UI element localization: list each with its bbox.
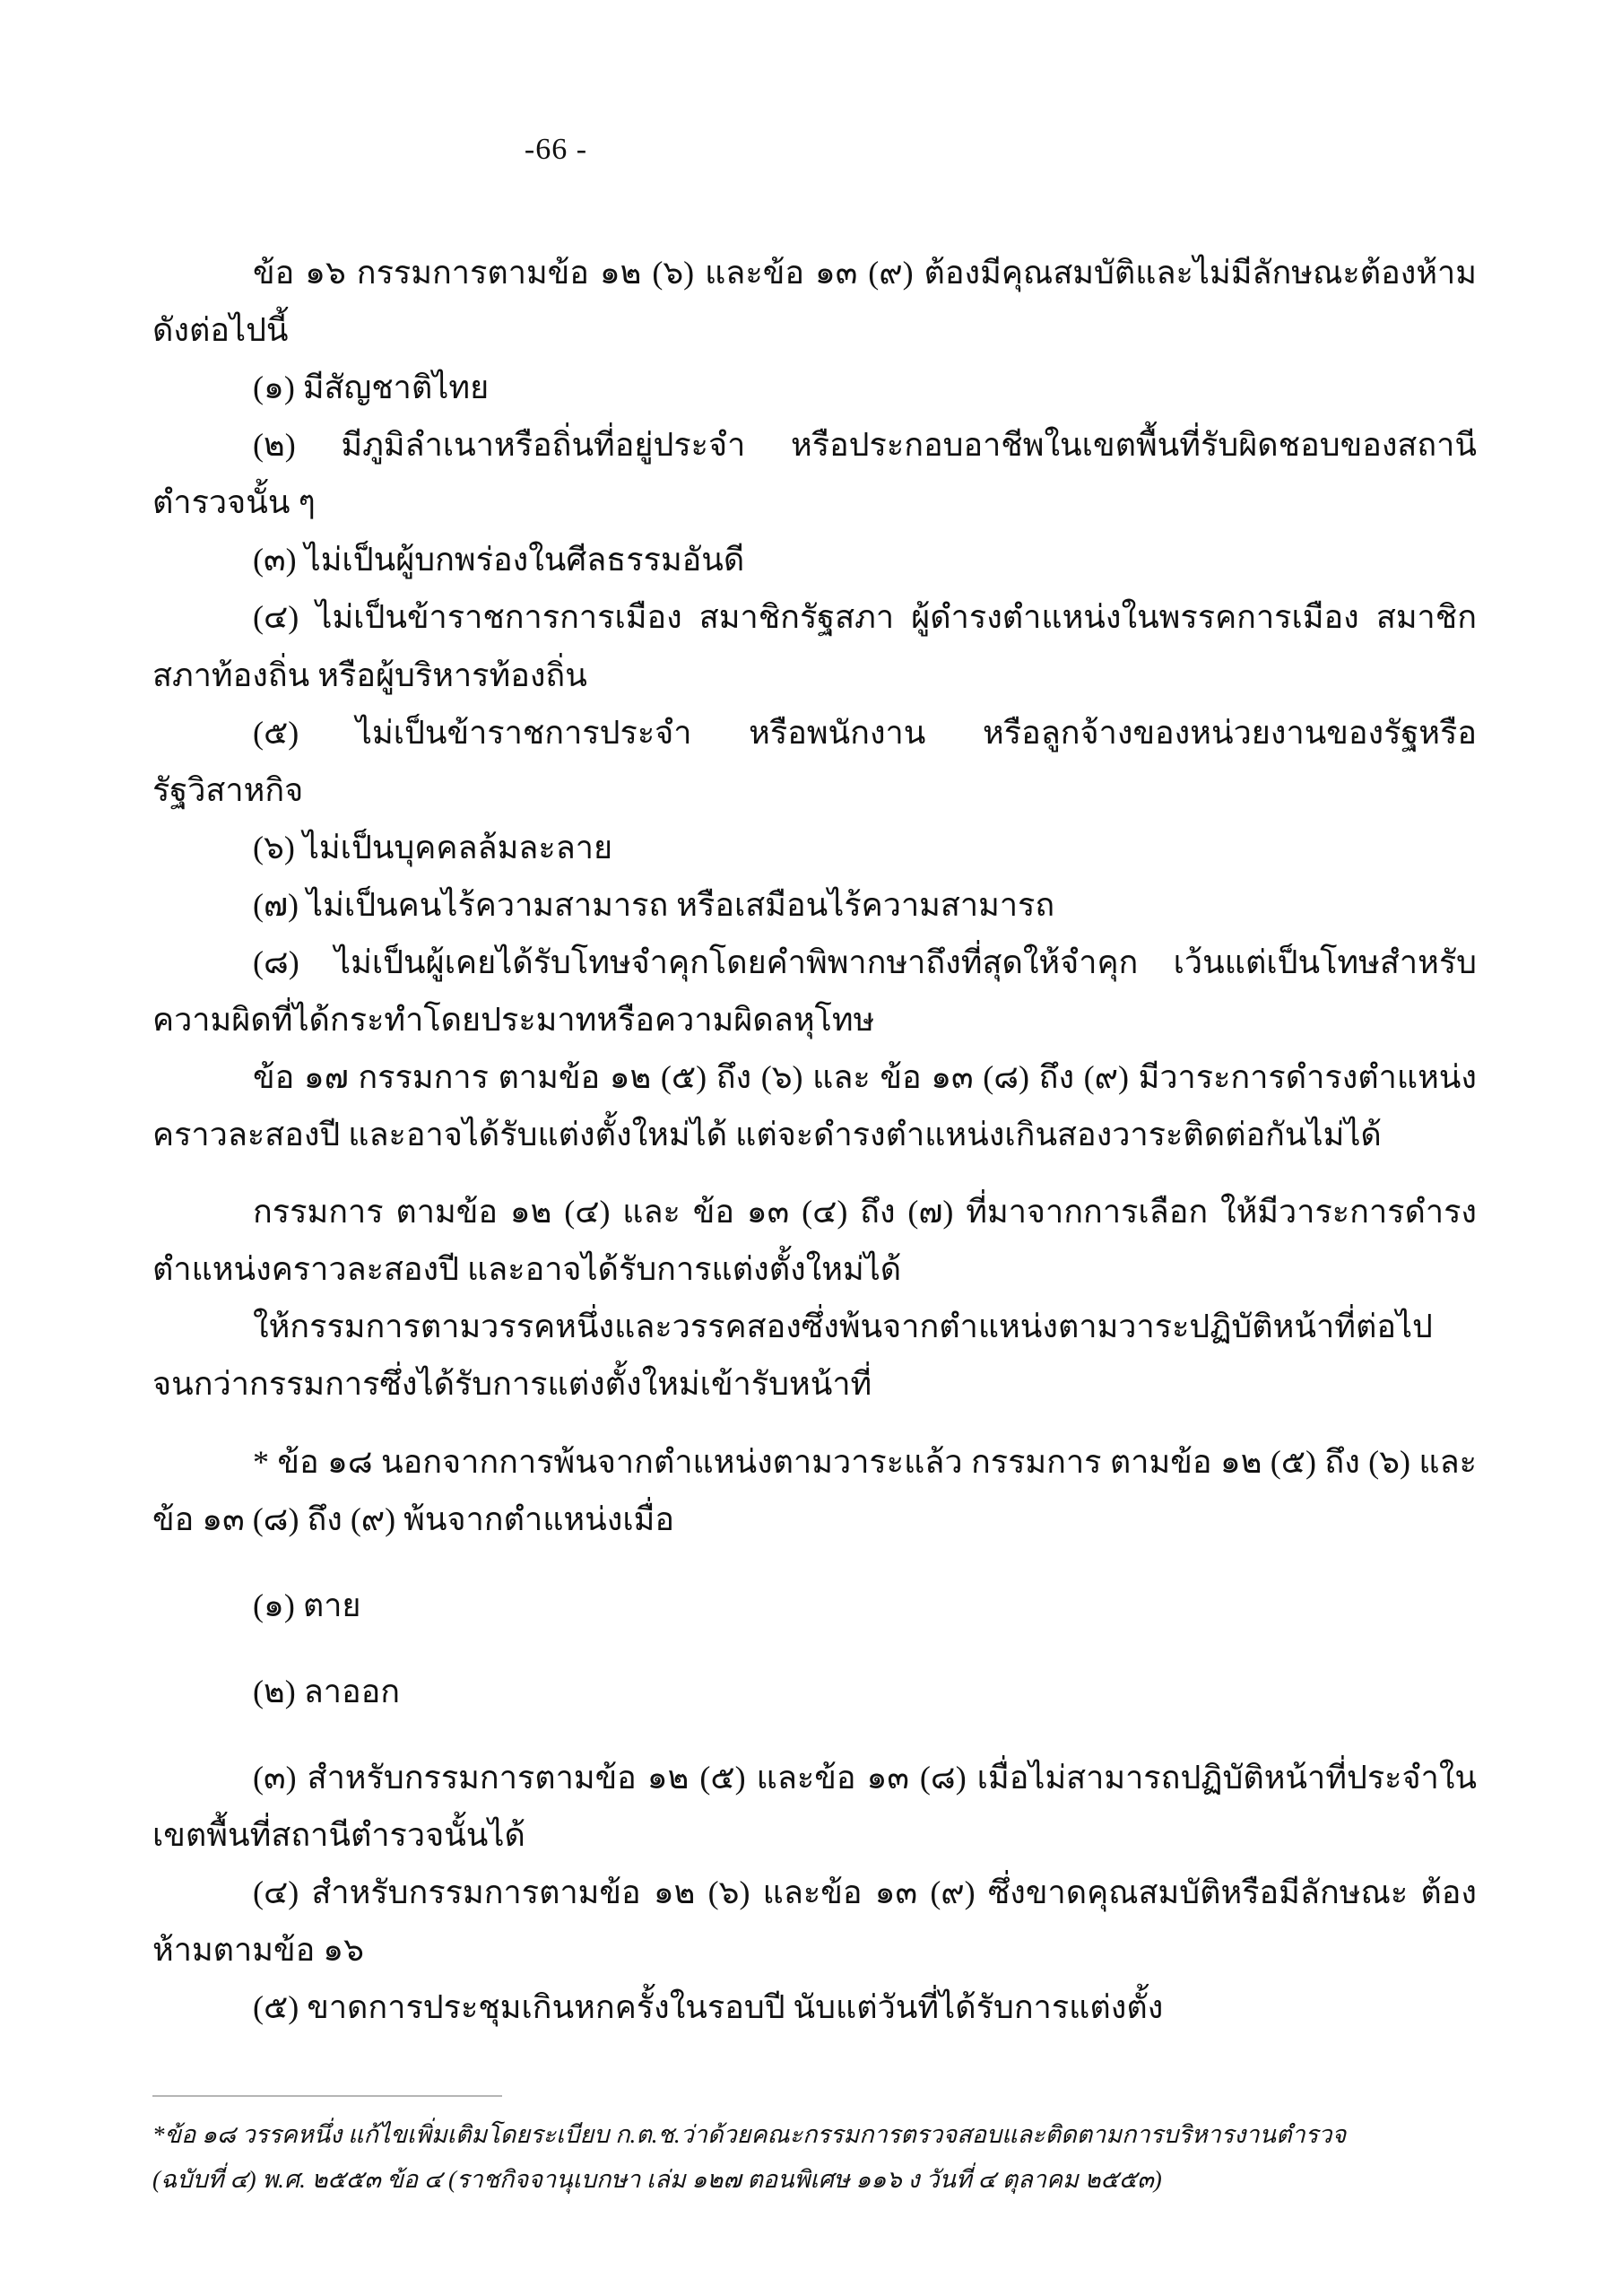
footnote-line-1: *ข้อ ๑๘ วรรคหนึ่ง แก้ไขเพิ่มเติมโดยระเบียบ ก.ต.ช.ว่าด้วยคณะกรรมการตรวจสอบและติดตามการบริหารงานตำรวจ <box>152 2121 1347 2148</box>
clause-16-item-3: (๓) ไม่เป็นผู้บกพร่องในศีลธรรมอันดี <box>253 542 745 578</box>
clause-16-item-5: (๕) ไม่เป็นข้าราชการประจำ หรือพนักงาน หรือลูกจ้างของหน่วยงานของรัฐหรือรัฐวิสาหกิจ <box>152 714 1477 808</box>
page-number: -66 - <box>524 133 588 166</box>
clause-16-item-7: (๗) ไม่เป็นคนไร้ความสามารถ หรือเสมือนไร้ความสามารถ <box>253 886 1055 923</box>
clause-18-item-5: (๕) ขาดการประชุมเกินหกครั้งในรอบปี นับแต่วันที่ได้รับการแต่งตั้ง <box>253 1989 1164 2026</box>
clause-16-item-8: (๘) ไม่เป็นผู้เคยได้รับโทษจำคุกโดยคำพิพากษาถึงที่สุดให้จำคุก เว้นแต่เป็นโทษสำหรับ ความผิดที่ได้กระทำโดยประมาทหรือความผิดลหุโทษ <box>152 944 1477 1039</box>
clause-18-item-1: (๑) ตาย <box>253 1587 361 1623</box>
clause-18-item-2: (๒) ลาออก <box>253 1673 401 1709</box>
clause-17-para-3: ให้กรรมการตามวรรคหนึ่งและวรรคสองซึ่งพ้นจากตำแหน่งตามวาระปฏิบัติหน้าที่ต่อไป จนกว่ากรรมการซึ่งได้รับการแต่งตั้งใหม่เข้ารับหน้าที่ <box>152 1309 1433 1403</box>
clause-17-para-2: กรรมการ ตามข้อ ๑๒ (๔) และ ข้อ ๑๓ (๔) ถึง (๗) ที่มาจากการเลือก ให้มีวาระการดำรง ตำแหน่งคราวละสองปี และอาจได้รับการแต่งตั้งใหม่ได้ <box>152 1194 1477 1288</box>
clause-18-item-4: (๔) สำหรับกรรมการตามข้อ ๑๒ (๖) และข้อ ๑๓ (๙) ซึ่งขาดคุณสมบัติหรือมีลักษณะ ต้องห้ามตามข้อ ๑๖ <box>152 1874 1477 1969</box>
clause-18-item-3: (๓) สำหรับกรรมการตามข้อ ๑๒ (๕) และข้อ ๑๓ (๘) เมื่อไม่สามารถปฏิบัติหน้าที่ประจำใน เขตพื้นที่สถานีตำรวจนั้นได้ <box>152 1759 1477 1853</box>
clause-17-para-1: ข้อ ๑๗ กรรมการ ตามข้อ ๑๒ (๕) ถึง (๖) และ ข้อ ๑๓ (๘) ถึง (๙) มีวาระการดำรงตำแหน่ง คราวละสองปี และอาจได้รับแต่งตั้งใหม่ได้ แต่จะดำรงตำแหน่งเกินสองวาระติดต่อกันไม่ได้ <box>152 1059 1477 1153</box>
clause-16-item-2: (๒) มีภูมิลำเนาหรือถิ่นที่อยู่ประจำ หรือประกอบอาชีพในเขตพื้นที่รับผิดชอบของสถานี ตำรวจนั้น ๆ <box>152 427 1477 521</box>
clause-16-item-1: (๑) มีสัญชาติไทย <box>253 370 490 406</box>
footnote <box>152 2095 1477 2203</box>
footnote-line-2: (ฉบับที่ ๔) พ.ศ. ๒๕๕๓ ข้อ ๔ (ราชกิจจานุเบกษา เล่ม ๑๒๗ ตอนพิเศษ ๑๑๖ ง วันที่ ๔ ตุลาคม ๒๕๕๓) <box>152 2165 1162 2193</box>
clause-16-intro: ข้อ ๑๖ กรรมการตามข้อ ๑๒ (๖) และข้อ ๑๓ (๙) ต้องมีคุณสมบัติและไม่มีลักษณะต้องห้าม ดังต่อไปนี้ <box>152 255 1477 349</box>
clause-18-intro: * ข้อ ๑๘ นอกจากการพ้นจากตำแหน่งตามวาระแล้ว กรรมการ ตามข้อ ๑๒ (๕) ถึง (๖) และ ข้อ ๑๓ (๘) ถึง (๙) พ้นจากตำแหน่งเมื่อ <box>152 1443 1477 1537</box>
clause-16-item-6: (๖) ไม่เป็นบุคคลล้มละลาย <box>253 829 613 865</box>
document-body <box>152 244 1477 2036</box>
clause-16-item-4: (๔) ไม่เป็นข้าราชการการเมือง สมาชิกรัฐสภา ผู้ดำรงตำแหน่งในพรรคการเมือง สมาชิก สภาท้องถิ่น หรือผู้บริหารท้องถิ่น <box>152 599 1477 693</box>
footnote-divider <box>152 2095 502 2097</box>
